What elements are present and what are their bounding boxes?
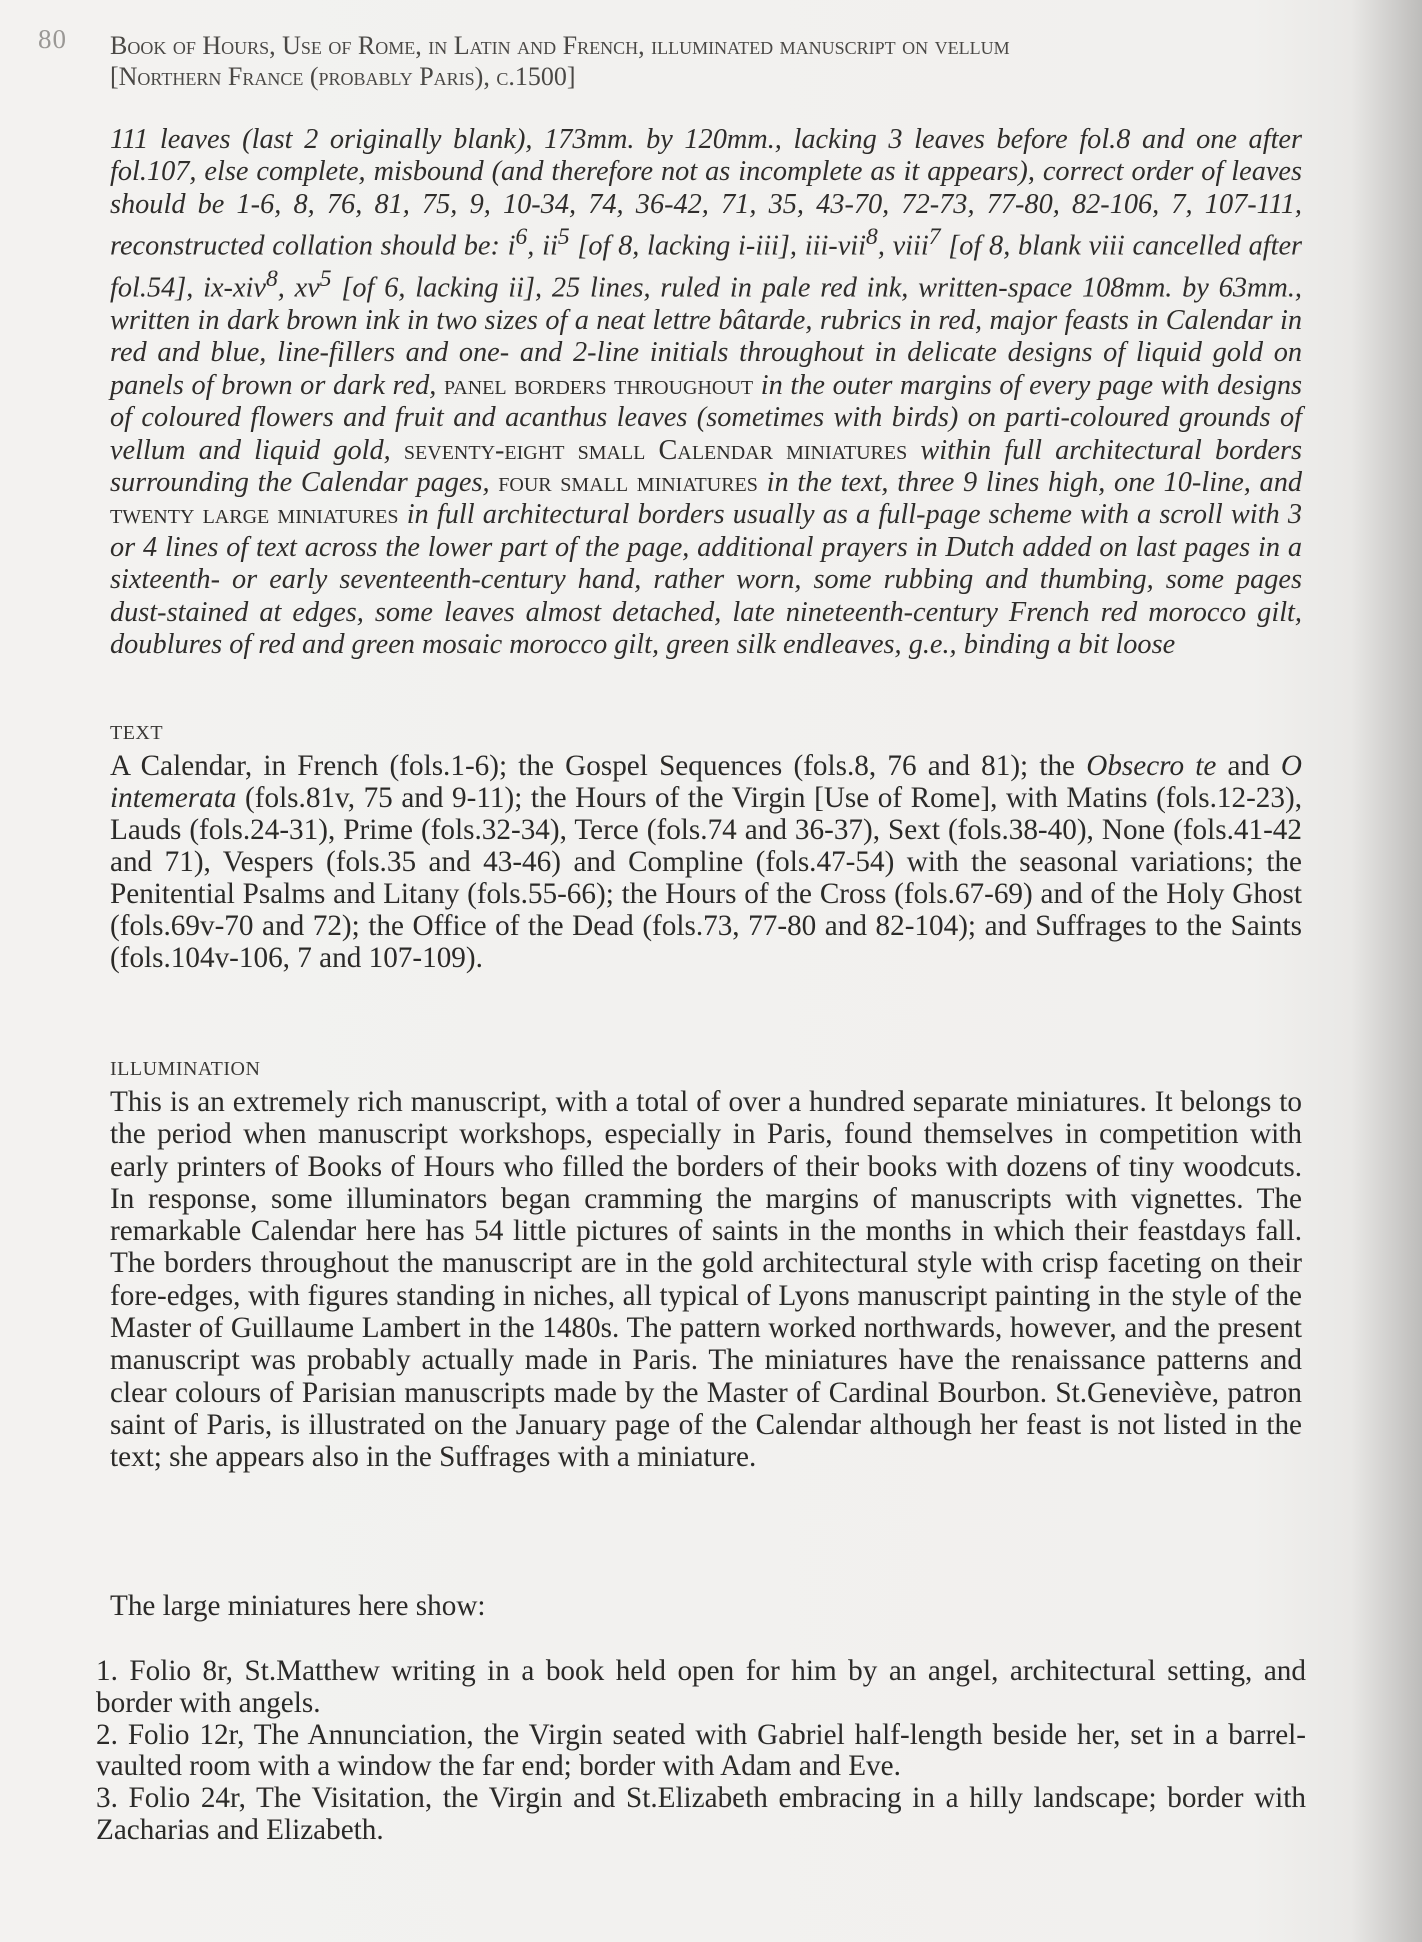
lot-heading xyxy=(110,30,1310,92)
list-item: 1. Folio 8r, St.Matthew writing in a book held open for him by an angel, architectural setting, and border with angels. xyxy=(96,1655,1306,1719)
miniatures-list xyxy=(96,1656,1306,1847)
list-item: 3. Folio 24r, The Visitation, the Virgin and St.Elizabeth embracing in a hilly landscape; border with Zacharias and Elizabeth. xyxy=(96,1782,1306,1846)
page-number: 80 xyxy=(38,24,67,54)
small-caps-phrase: seventy-eight small Calendar miniatures xyxy=(403,434,908,466)
illumination-section-body: This is an extremely rich manuscript, with a total of over a hundred separate miniatures. It belongs to the period when manuscript workshops, especially in Paris, found themselves in competition with early printers of Books of Hours who filled the borders of their books with dozens of tiny woodcuts. In response, some illuminators began cramming the margins of manuscripts with vignettes. The remarkable Calendar here has 54 little pictures of saints in the months in which their feastdays fall. The borders throughout the manuscript are in the gold architectural style with crisp faceting on their fore-edges, with figures standing in niches, all typical of Lyons manuscript painting in the style of the Master of Guillaume Lambert in the 1480s. The pattern worked northwards, however, and the present manuscript was probably actually made in Paris. The miniatures have the renaissance patterns and clear colours of Parisian manuscripts made by the Master of Cardinal Bourbon. St.Geneviève, patron saint of Paris, is illustrated on the January page of the Calendar although her feast is not listed in the text; she appears also in the Suffrages with a miniature. xyxy=(110,1086,1302,1474)
text-section-text: (fols.81v, 75 and 9-11); the Hours of the Virgin [Use of Rome], with Matins (fols.12-23), Lauds (fols.24-31), Prime (fols.32-34), Terce (fols.74 and 36-37), Sext (fols.38-40), None (fols.41-42 and 71), Vespers (fols.35 and 43-46) and Compline (fols.47-54) with the seasonal variations; the Penitential Psalms and Litany (fols.55-66); the Hours of the Cross (fols.67-69) and of the Holy Ghost (fols.69v-70 and 72); the Office of the Dead (fols.73, 77-80 and 82-104); and Suffrages to the Saints (fols.104v-106, 7 and 107-109). xyxy=(110,782,1302,974)
collation-text: 111 leaves (last 2 originally blank), 173mm. by 120mm., lacking 3 leaves before fol.8 and one after fol.107, else complete, misbound (and therefore not as incomplete as it appears), correct order of leaves should be 1-6, 8, 76, 81, 75, 9, 10-34, 74, 36-42, 71, 35, 43-70, 72-73, 77-80, 82-106, 7, 107-111, reconstructed collation should be: i xyxy=(110,124,1302,262)
list-item: 2. Folio 12r, The Annunciation, the Virgin seated with Gabriel half-length beside her, set in a barrel-vaulted room with a window the far end; border with Adam and Eve. xyxy=(96,1718,1306,1783)
collation-text: , ii xyxy=(527,230,558,262)
collation-text: in the text, three 9 lines high, one 10-line, and xyxy=(757,466,1302,498)
text-section-text: and xyxy=(1216,750,1281,782)
collation-text: , xv xyxy=(277,272,320,304)
collation-text: within full architectural borders surrounding the Calendar pages, xyxy=(110,434,1302,498)
illumination-section-label: ILLUMINATION xyxy=(110,1058,261,1080)
collation-text: in the outer margins of every page with designs of coloured flowers and fruit and acanthus leaves (sometimes with birds) on parti-coloured grounds of vellum and liquid gold, xyxy=(110,369,1302,466)
text-section-body xyxy=(110,750,1302,974)
quire-sup: 8 xyxy=(265,266,278,293)
quire-sup: 7 xyxy=(928,224,941,251)
collation-text: , viii xyxy=(877,230,929,262)
miniatures-intro: The large miniatures here show: xyxy=(110,1590,486,1622)
lot-heading-origin: [Northern France (probably Paris), c.1500] xyxy=(110,62,576,91)
quire-sup: 8 xyxy=(866,224,878,251)
small-caps-phrase: four small miniatures xyxy=(498,466,758,498)
small-caps-phrase: twenty large miniatures xyxy=(110,499,399,531)
collation-text: [of 6, lacking ii], 25 lines, ruled in pale red ink, written-space 108mm. by 63mm., written in dark brown ink in two sizes of a neat lettre bâtarde, rubrics in red, major feasts in Calendar in red and blue, line-fillers and one- and 2-line initials throughout in delicate designs of liquid gold on panels of brown or dark red, xyxy=(110,272,1302,401)
small-caps-phrase: panel borders throughout xyxy=(443,369,754,401)
quire-sup: 6 xyxy=(515,224,528,251)
collation-text: [of 8, lacking i-iii], iii-vii xyxy=(569,230,867,262)
text-section-text: A Calendar, in French (fols.1-6); the Gospel Sequences (fols.8, 76 and 81); the xyxy=(110,750,1087,782)
collation-text: in full architectural borders usually as a full-page scheme with a scroll with 3 or 4 lines of text across the lower part of the page, additional prayers in Dutch added on last pages in a sixteenth- or early seventeenth-century hand, rather worn, some rubbing and thumbing, some pages dust-stained at edges, some leaves almost detached, late nineteenth-century French red morocco gilt, doublures of red and green mosaic morocco gilt, green silk endleaves, g.e., binding a bit loose xyxy=(110,499,1302,660)
collation-description xyxy=(110,124,1302,661)
lot-heading-title: Book of Hours, Use of Rome, in Latin and French, illuminated manuscript on vellum xyxy=(110,31,1010,60)
text-section-label: TEXT xyxy=(110,722,164,744)
quire-sup: 5 xyxy=(557,224,570,251)
text-section-italic: Obsecro te xyxy=(1086,750,1217,782)
quire-sup: 5 xyxy=(319,266,332,293)
text-section-italic: O intemerata xyxy=(110,750,1302,814)
collation-text: [of 8, blank viii cancelled after fol.54], ix-xiv xyxy=(110,230,1303,304)
